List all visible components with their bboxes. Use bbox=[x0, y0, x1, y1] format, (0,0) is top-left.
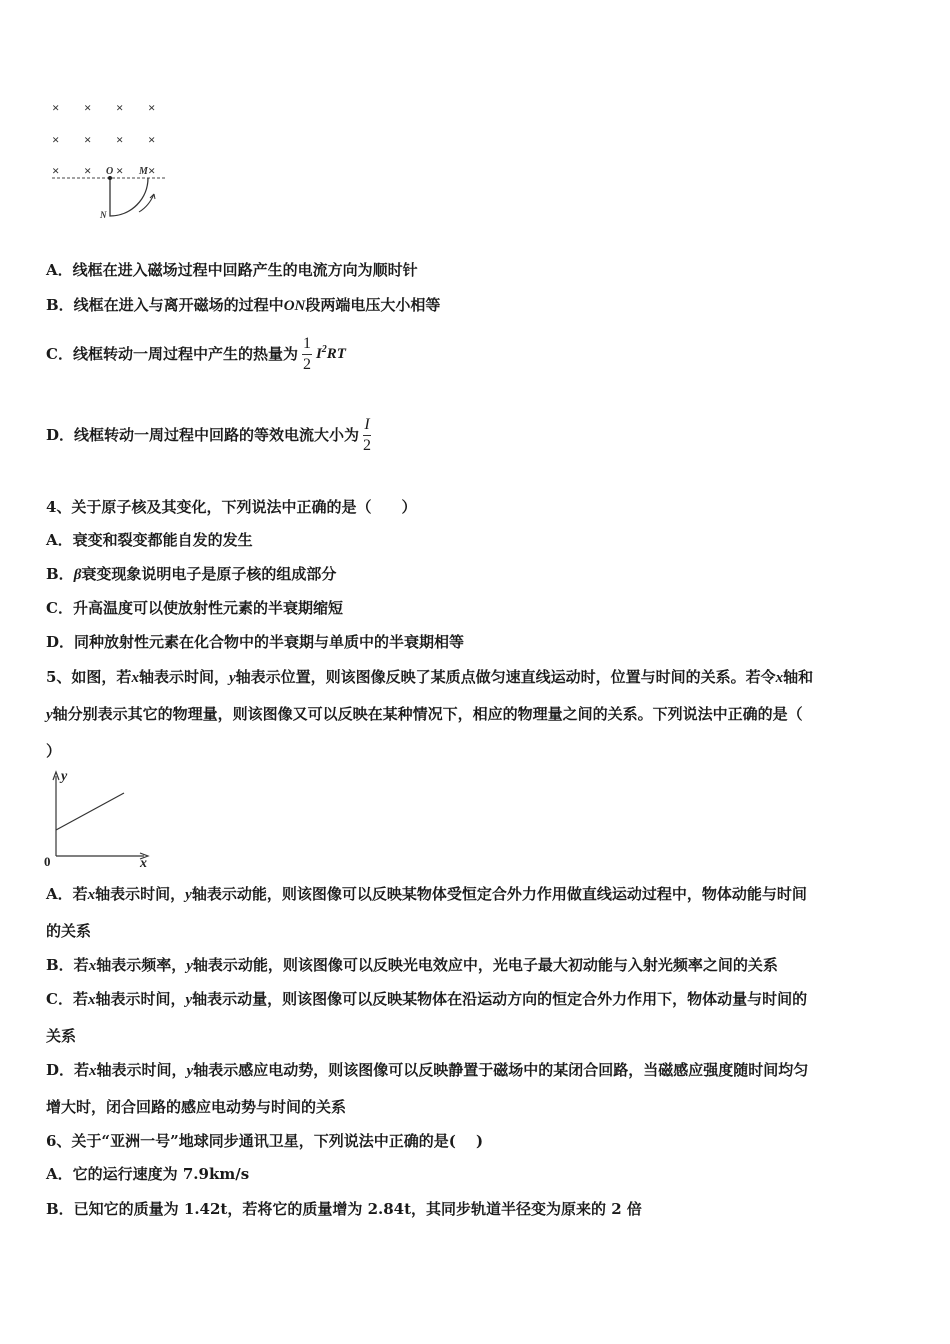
q6-option-b: B．已知它的质量为 1.42t，若将它的质量增为 2.84t，其同步轨道半径变为原来的 2 倍 bbox=[46, 1200, 642, 1218]
magnetic-field-figure bbox=[44, 94, 174, 222]
field-cross: × bbox=[116, 132, 124, 147]
origin-label: 0 bbox=[44, 854, 51, 869]
q5-stem-line1: 5、如图，若x轴表示时间，y轴表示位置，则该图像反映了某质点做匀速直线运动时，位置与时间的关系。若令x轴和 bbox=[46, 668, 814, 686]
label-n: N bbox=[100, 210, 107, 220]
y-axis-label: y bbox=[61, 769, 68, 784]
q5-option-c-line2: 关系 bbox=[46, 1027, 77, 1045]
field-cross: × bbox=[116, 163, 124, 178]
q4-stem: 4、关于原子核及其变化，下列说法中正确的是（ ） bbox=[46, 498, 417, 516]
x-axis-label: x bbox=[140, 856, 147, 870]
linear-graph bbox=[40, 766, 160, 870]
q4-option-b: B．β衰变现象说明电子是原子核的组成部分 bbox=[46, 565, 337, 583]
q6-option-a: A．它的运行速度为 7.9km/s bbox=[46, 1165, 250, 1183]
field-cross: × bbox=[84, 100, 92, 115]
q5-option-d-line1: D．若x轴表示时间，y轴表示感应电动势，则该图像可以反映静置于磁场中的某闭合回路，当磁感应强度随时间均匀 bbox=[46, 1061, 809, 1079]
q4-option-c: C．升高温度可以使放射性元素的半衰期缩短 bbox=[46, 599, 343, 617]
q3-option-a: A．线框在进入磁场过程中回路产生的电流方向为顺时针 bbox=[46, 261, 418, 279]
q5-option-c-line1: C．若x轴表示时间，y轴表示动量，则该图像可以反映某物体在沿运动方向的恒定合外力作用下，物体动量与时间的 bbox=[46, 990, 808, 1008]
label-o: O bbox=[106, 166, 114, 177]
field-cross: × bbox=[52, 100, 60, 115]
q5-option-a-line1: A．若x轴表示时间，y轴表示动能，则该图像可以反映某物体受恒定合外力作用做直线运动过程中，物体动能与时间 bbox=[46, 885, 807, 903]
fraction-half: $\frac{1}{2}$ bbox=[302, 334, 311, 373]
q5-option-b: B．若x轴表示频率，y轴表示动能，则该图像可以反映光电效应中，光电子最大初动能与入射光频率之间的关系 bbox=[46, 956, 778, 974]
field-cross: × bbox=[148, 132, 156, 147]
q3-option-b: B．线框在进入与离开磁场的过程中ON段两端电压大小相等 bbox=[46, 296, 441, 314]
q5-stem-line3: ） bbox=[46, 742, 62, 760]
q5-option-a-line2: 的关系 bbox=[46, 922, 92, 940]
field-cross: × bbox=[148, 163, 156, 178]
label-m: M bbox=[139, 166, 148, 177]
field-cross: × bbox=[116, 100, 124, 115]
q3-option-c: C．线框转动一周过程中产生的热量为 $\frac{1}{2}$ $I^2RT$ bbox=[46, 334, 346, 373]
q6-stem: 6、关于“亚洲一号”地球同步通讯卫星，下列说法中正确的是( ) bbox=[46, 1132, 484, 1150]
q5-option-d-line2: 增大时，闭合回路的感应电动势与时间的关系 bbox=[46, 1098, 347, 1116]
linear-relation-line bbox=[56, 793, 124, 830]
field-cross: × bbox=[52, 132, 60, 147]
q4-option-d: D．同种放射性元素在化合物中的半衰期与单质中的半衰期相等 bbox=[46, 633, 465, 651]
q4-option-a: A．衰变和裂变都能自发的发生 bbox=[46, 531, 253, 549]
fraction-i-half: $\frac{I}{2}$ bbox=[363, 415, 372, 454]
field-cross: × bbox=[84, 163, 92, 178]
field-cross: × bbox=[148, 100, 156, 115]
field-cross: × bbox=[52, 163, 60, 178]
field-cross: × bbox=[84, 132, 92, 147]
q3-option-d: D．线框转动一周过程中回路的等效电流大小为 $\frac{I}{2}$ bbox=[46, 415, 372, 454]
q5-stem-line2: y轴分别表示其它的物理量，则该图像又可以反映在某种情况下，相应的物理量之间的关系。下列说法中正确的是（ bbox=[46, 705, 803, 723]
